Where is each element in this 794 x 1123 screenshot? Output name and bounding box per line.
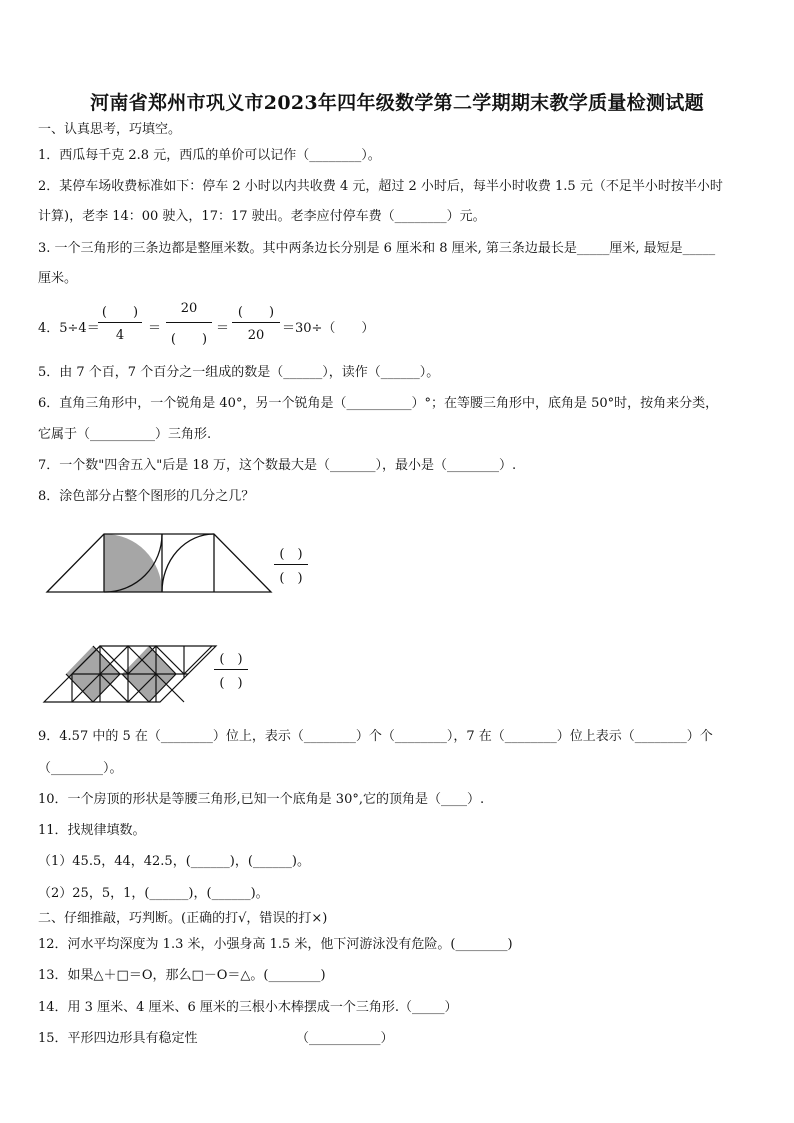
question-7: 7．一个数"四舍五入"后是 18 万，这个数最大是（_______），最小是（________）. bbox=[38, 458, 517, 473]
question-3-line-2: 厘米。 bbox=[38, 271, 78, 286]
question-5: 5．由 7 个百，7 个百分之一组成的数是（______），读作（______）。 bbox=[38, 365, 440, 380]
q4-frac2-bar bbox=[166, 322, 212, 323]
question-13: 13．如果△＋□＝O，那么□－O＝△。(________) bbox=[38, 968, 326, 983]
question-10: 10．一个房顶的形状是等腰三角形,已知一个底角是 30°,它的顶角是（____）. bbox=[38, 792, 485, 807]
question-3-line-1: 3. 一个三角形的三条边都是整厘米数。其中两条边长分别是 6 厘米和 8 厘米, 第三条边最长是_____厘米, 最短是_____ bbox=[38, 241, 716, 256]
arc-right bbox=[162, 534, 214, 592]
fraction-bar bbox=[274, 564, 308, 565]
question-6-line-1: 6．直角三角形中，一个锐角是 40°，另一个锐角是（__________）°；在等腰三角形中，底角是 50°时，按角来分类， bbox=[38, 396, 719, 411]
q4-frac1-numerator: ( ) bbox=[101, 305, 139, 320]
q4-frac1-denominator: 4 bbox=[115, 328, 125, 343]
question-14: 14．用 3 厘米、4 厘米、6 厘米的三根小木棒摆成一个三角形.（_____） bbox=[38, 1000, 458, 1015]
q4-frac3-bar bbox=[232, 322, 280, 323]
section-1-heading: 一、认真思考，巧填空。 bbox=[38, 122, 182, 137]
fraction-bar bbox=[214, 669, 248, 670]
figure-2-answer-fraction bbox=[214, 648, 248, 691]
q4-frac3-denominator: 20 bbox=[247, 328, 265, 343]
question-9-line-2: （________）。 bbox=[38, 761, 123, 776]
question-11-part-2: （2）25，5，1，(______)，(______)。 bbox=[38, 886, 269, 901]
q4-equals-2: ＝ bbox=[216, 321, 230, 336]
q4-frac3-numerator: ( ) bbox=[237, 305, 275, 320]
q4-frac1-bar bbox=[98, 322, 142, 323]
q4-frac2-numerator: 20 bbox=[180, 301, 198, 316]
q4-frac2-denominator: ( ) bbox=[170, 332, 208, 347]
shaded-quarter-circle bbox=[104, 534, 162, 592]
figure-parallelogram bbox=[40, 642, 220, 704]
answer-numerator: ( ) bbox=[219, 652, 243, 667]
question-8: 8．涂色部分占整个图形的几分之几？ bbox=[38, 489, 255, 504]
q4-equals-1: ＝ bbox=[148, 321, 162, 336]
question-15: 15．平形四边形具有稳定性 bbox=[38, 1031, 198, 1046]
question-15-blank: （___________） bbox=[296, 1031, 394, 1046]
page-title: 河南省郑州市巩义市2023年四年级数学第二学期期末教学质量检测试题 bbox=[90, 92, 704, 114]
answer-denominator: ( ) bbox=[219, 676, 243, 691]
question-9-line-1: 9．4.57 中的 5 在（________）位上，表示（________）个（________），7 在（________）位上表示（________）个 bbox=[38, 729, 713, 744]
question-12: 12．河水平均深度为 1.3 米，小强身高 1.5 米，他下河游泳没有危险。(________) bbox=[38, 937, 513, 952]
figure-trapezoid bbox=[44, 530, 276, 596]
question-1: 1．西瓜每千克 2.8 元，西瓜的单价可以记作（________）。 bbox=[38, 148, 381, 163]
question-2-line-2: 计算)，老李 14：00 驶入，17：17 驶出。老李应付停车费（________）元。 bbox=[38, 209, 486, 224]
question-6-line-2: 它属于（__________）三角形. bbox=[38, 427, 212, 442]
q4-suffix: ＝30÷（ ） bbox=[282, 321, 375, 336]
figure-1-answer-fraction bbox=[274, 543, 308, 586]
question-11: 11．找规律填数。 bbox=[38, 823, 146, 838]
section-2-heading: 二、仔细推敲，巧判断。(正确的打√，错误的打×) bbox=[38, 911, 328, 926]
question-11-part-1: （1）45.5，44，42.5，(______)，(______)。 bbox=[38, 854, 310, 869]
answer-numerator: ( ) bbox=[279, 547, 303, 562]
answer-denominator: ( ) bbox=[279, 571, 303, 586]
question-2-line-1: 2．某停车场收费标准如下：停车 2 小时以内共收费 4 元，超过 2 小时后，每半小时收费 1.5 元（不足半小时按半小时 bbox=[38, 179, 723, 194]
q4-prefix: 4．5÷4＝ bbox=[38, 321, 100, 336]
